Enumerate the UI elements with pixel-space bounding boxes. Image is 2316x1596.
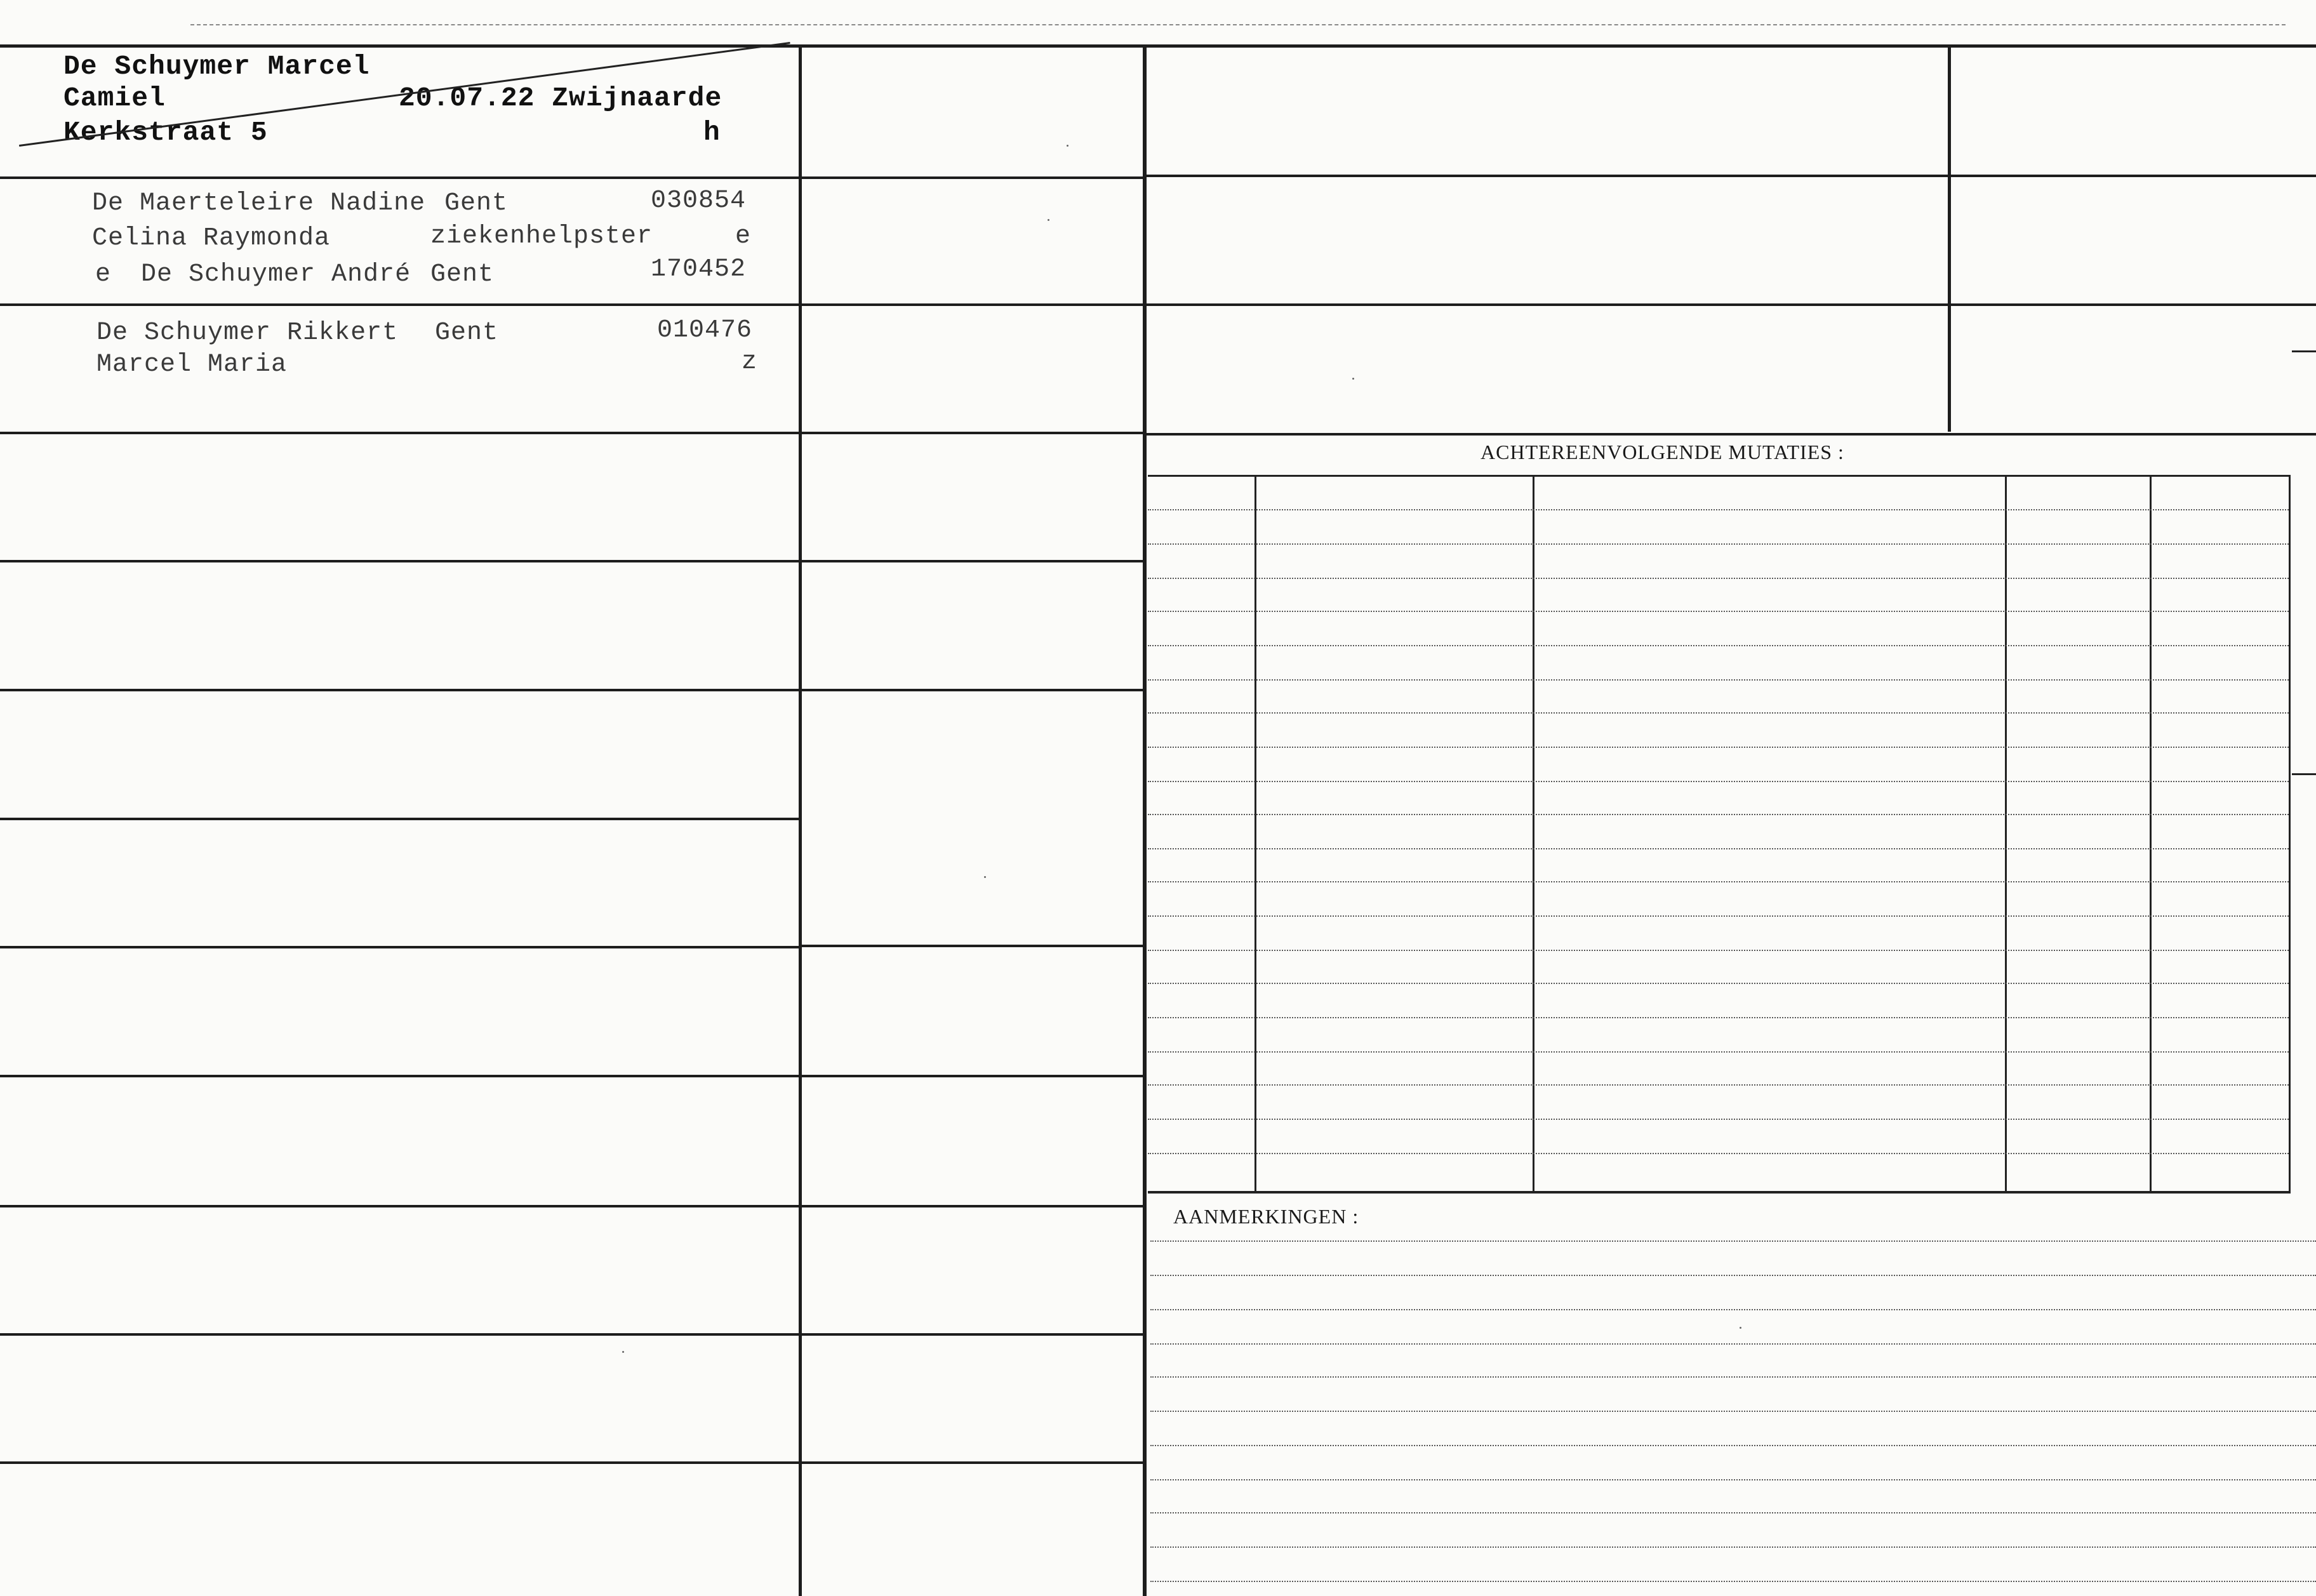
row-line: [0, 432, 801, 434]
mid-row-line: [801, 1333, 1144, 1336]
main-code: h: [703, 117, 721, 148]
entry1-name-line2: Celina Raymonda: [92, 224, 331, 253]
row-line: [0, 818, 801, 820]
right-top-divider: [1948, 46, 1951, 432]
entry1-occupation: ziekenhelpster: [430, 222, 653, 251]
remarks-rule: [1150, 1343, 2316, 1345]
remarks-rule: [1150, 1309, 2316, 1310]
main-address: Kerkstraat 5: [63, 117, 268, 148]
remarks-rule: [1150, 1512, 2316, 1513]
entry2-place: Gent: [435, 319, 499, 347]
mutations-rule: [1148, 848, 2289, 849]
mutations-rule: [1148, 509, 2289, 510]
mutations-rule: [1148, 1084, 2289, 1086]
scan-noise-line: [190, 24, 2286, 25]
mutations-rule: [1148, 1153, 2289, 1154]
mid-row-line: [801, 1075, 1144, 1077]
row-line: [0, 1075, 801, 1077]
mutations-top-line: [1148, 475, 2291, 477]
row-line: [0, 1461, 801, 1464]
scan-speck: [622, 1351, 624, 1353]
entry2-name-line2: Marcel Maria: [96, 350, 288, 379]
mid-row-line: [801, 303, 1144, 306]
scan-speck: [984, 876, 986, 878]
remarks-lines: [1150, 1238, 2316, 1593]
mutations-rule: [1148, 645, 2289, 646]
mid-row-line: [801, 1205, 1144, 1207]
remarks-rule: [1150, 1445, 2316, 1446]
row-line: [0, 303, 801, 306]
mid-row-line: [801, 945, 1144, 947]
mid-row-line: [801, 1461, 1144, 1464]
entry1-spouse-place: Gent: [430, 260, 495, 289]
mutations-heading: ACHTEREENVOLGENDE MUTATIES :: [1481, 441, 1844, 463]
main-name-line2: Camiel: [63, 83, 166, 114]
main-name-line1: De Schuymer Marcel: [63, 51, 370, 82]
mutations-rule: [1148, 1017, 2289, 1018]
mutations-rule: [1148, 712, 2289, 714]
mid-row-line: [801, 689, 1144, 691]
entry2-code: z: [742, 348, 758, 376]
entry1-name-line1: De Maerteleire Nadine: [92, 189, 426, 218]
mutations-rule: [1148, 814, 2289, 815]
main-birth: 20.07.22 Zwijnaarde: [399, 83, 722, 114]
remarks-rule: [1150, 1546, 2316, 1548]
row-line: [0, 560, 801, 562]
mutations-rule: [1148, 1119, 2289, 1120]
scan-speck: [1352, 378, 1354, 380]
remarks-rule: [1150, 1376, 2316, 1378]
mutations-rule: [1148, 781, 2289, 782]
mid-row-line: [801, 432, 1144, 434]
right-row-line: [1146, 175, 2316, 177]
row-line: [0, 1333, 801, 1336]
row-line: [0, 176, 801, 179]
entry1-spouse: De Schuymer André: [141, 260, 411, 289]
scan-speck: [1067, 145, 1068, 147]
remarks-rule: [1150, 1275, 2316, 1276]
mutations-rule: [1148, 679, 2289, 681]
entry1-place: Gent: [444, 189, 509, 218]
left-column-divider: [799, 46, 802, 1596]
mid-row-line: [801, 560, 1144, 562]
mutations-rule: [1148, 881, 2289, 882]
row-line: [0, 946, 801, 948]
right-row-line: [1146, 303, 2316, 306]
row-line: [0, 689, 801, 691]
remarks-rule: [1150, 1240, 2316, 1242]
remarks-rule: [1150, 1479, 2316, 1480]
mutations-bottom-line: [1148, 1191, 2291, 1194]
entry1-spouse-date: 170452: [651, 255, 747, 284]
mutations-rule: [1148, 747, 2289, 748]
top-border: [0, 44, 2316, 48]
scan-speck: [1740, 1327, 1741, 1329]
mutations-rule: [1148, 578, 2289, 579]
right-row-line: [1146, 433, 2316, 436]
mutations-rule: [1148, 611, 2289, 612]
mutations-col-line: [2289, 476, 2291, 1192]
mutations-rule: [1148, 915, 2289, 917]
remarks-heading: AANMERKINGEN :: [1173, 1205, 1359, 1228]
edge-tick: [2292, 773, 2316, 775]
entry1-date: 030854: [651, 187, 747, 215]
entry2-date: 010476: [657, 316, 753, 345]
mutations-table: [1148, 471, 2291, 1195]
remarks-rule: [1150, 1411, 2316, 1412]
mutations-rule: [1148, 950, 2289, 951]
entry2-name-line1: De Schuymer Rikkert: [96, 319, 399, 347]
entry1-code: e: [735, 222, 752, 251]
mutations-rule: [1148, 983, 2289, 984]
mutations-rule: [1148, 543, 2289, 545]
edge-tick: [2292, 350, 2316, 352]
entry1-spouse-prefix: e: [95, 260, 112, 289]
remarks-rule: [1150, 1581, 2316, 1582]
scan-speck: [1048, 219, 1049, 221]
mutations-rule: [1148, 1051, 2289, 1053]
mid-row-line: [801, 176, 1144, 179]
middle-column-divider: [1143, 46, 1147, 1596]
row-line: [0, 1205, 801, 1207]
